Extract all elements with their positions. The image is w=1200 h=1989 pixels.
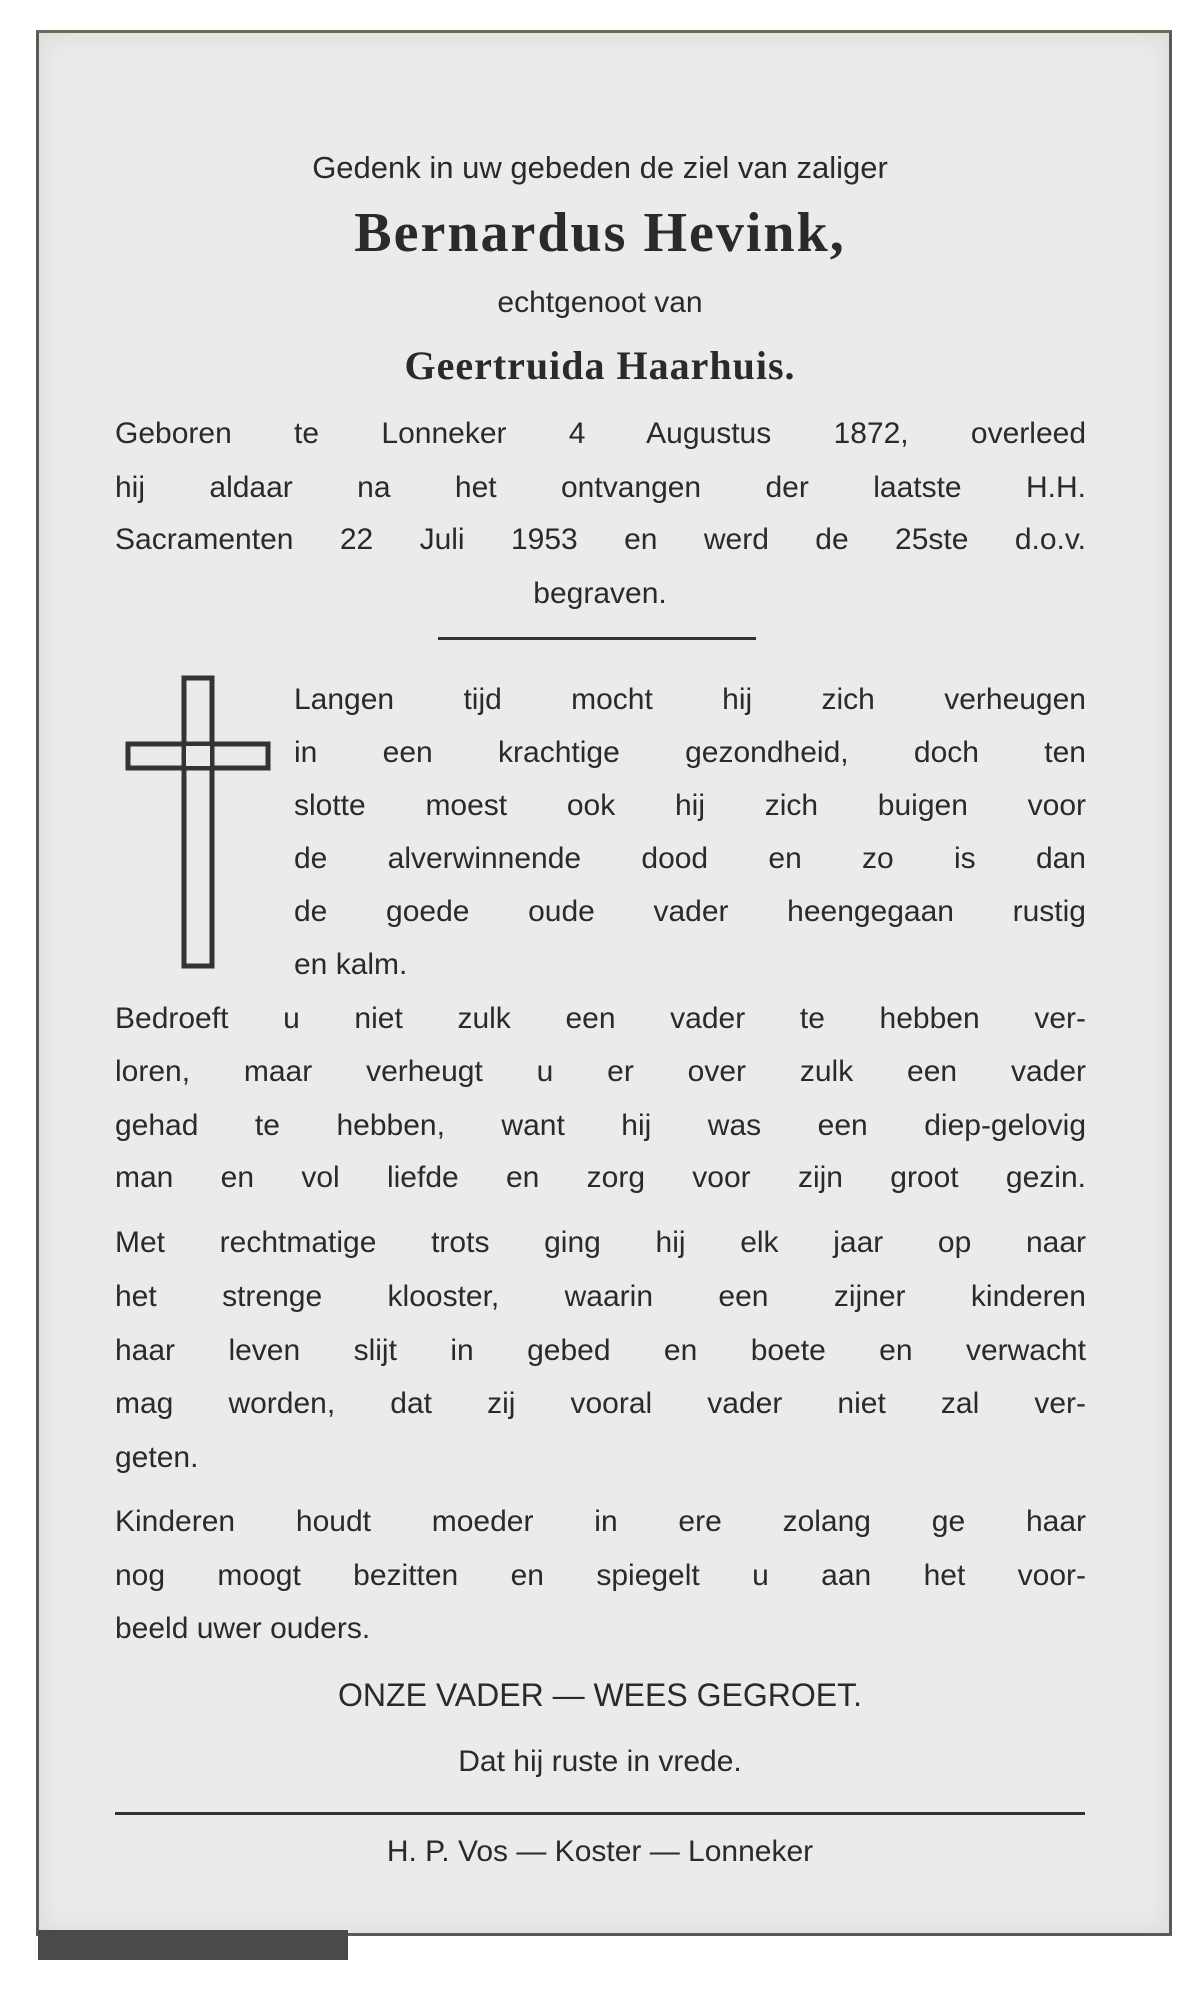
paragraph-line: man en vol liefde en zorg voor zijn groot gezin.: [115, 1161, 1086, 1194]
paragraph-line: Langen tijd mocht hij zich verheugen: [294, 683, 1086, 716]
spouse-name: Geertruida Haarhuis.: [404, 343, 796, 388]
paragraph-line: gehad te hebben, want hij was een diep-gelovig: [115, 1109, 1086, 1142]
paragraph-line: haar leven slijt in gebed en boete en verwacht: [115, 1334, 1086, 1367]
paragraph-line: mag worden, dat zij vooral vader niet zal ver-: [115, 1387, 1086, 1420]
paragraph-line: in een krachtige gezondheid, doch ten: [294, 736, 1086, 769]
bio-line: begraven.: [533, 577, 667, 610]
card-edge-shadow: [38, 1930, 348, 1960]
paragraph-line: loren, maar verheugt u er over zulk een vader: [115, 1055, 1086, 1088]
bio-line: Geboren te Lonneker 4 Augustus 1872, overleed: [115, 417, 1086, 450]
paragraph-line: het strenge klooster, waarin een zijner kinderen: [115, 1280, 1086, 1313]
paragraph-line: Kinderen houdt moeder in ere zolang ge haar: [115, 1505, 1086, 1538]
paragraph-line: Met rechtmatige trots ging hij elk jaar op naar: [115, 1226, 1086, 1259]
bio-line: Sacramenten 22 Juli 1953 en werd de 25ste d.o.v.: [115, 523, 1086, 556]
paragraph-line: nog moogt bezitten en spiegelt u aan het voor-: [115, 1559, 1086, 1592]
cross-icon: [124, 674, 272, 970]
prayer-line: ONZE VADER — WEES GEGROET.: [338, 1677, 862, 1713]
paragraph-line: en kalm.: [294, 948, 408, 981]
divider: [438, 637, 756, 640]
rest-in-peace-line: Dat hij ruste in vrede.: [458, 1745, 742, 1778]
deceased-name: Bernardus Hevink,: [354, 202, 846, 264]
bio-line: hij aldaar na het ontvangen der laatste H.H.: [115, 471, 1086, 504]
printer-line: H. P. Vos — Koster — Lonneker: [386, 1835, 814, 1868]
paragraph-line: beeld uwer ouders.: [115, 1612, 371, 1645]
paragraph-line: de alverwinnende dood en zo is dan: [294, 842, 1086, 875]
paragraph-line: slotte moest ook hij zich buigen voor: [294, 789, 1086, 822]
relation-line: echtgenoot van: [497, 286, 703, 319]
paragraph-line: Bedroeft u niet zulk een vader te hebben ver-: [115, 1002, 1086, 1035]
paragraph-line: de goede oude vader heengegaan rustig: [294, 895, 1086, 928]
intro-line: Gedenk in uw gebeden de ziel van zaliger: [312, 150, 888, 185]
paragraph-line: geten.: [115, 1441, 199, 1474]
footer-divider: [115, 1812, 1085, 1815]
